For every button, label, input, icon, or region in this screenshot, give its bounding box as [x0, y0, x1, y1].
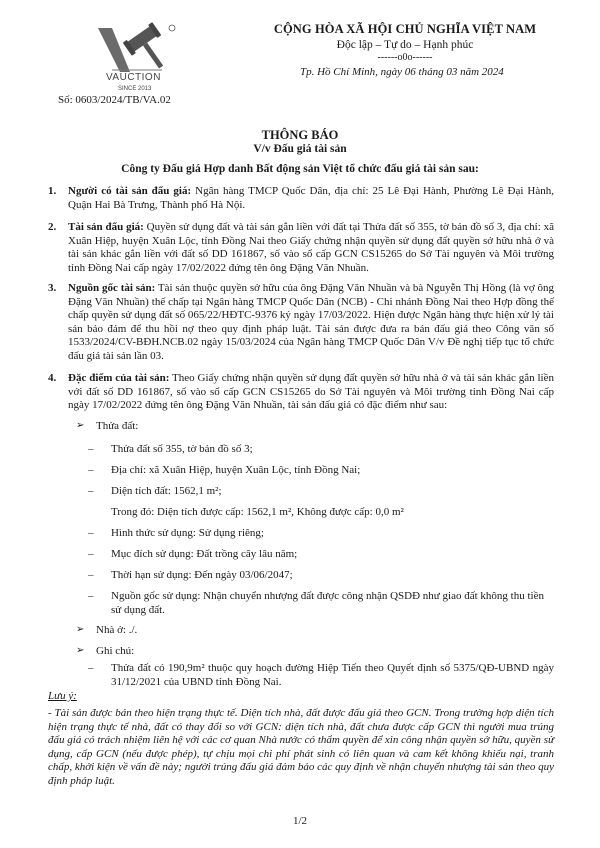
- note-item: Thửa đất có 190,9m² thuộc quy hoạch đường Hiệp Tiến theo Quyết định số 5375/QĐ-UBND ngày 31/12/2021 của UBND tỉnh Đồng Nai.: [111, 662, 554, 688]
- section-label: Đặc điểm của tài sản:: [68, 372, 170, 384]
- document-number: Số: 0603/2024/TB/VA.02: [58, 94, 171, 106]
- dash-bullet: –: [88, 590, 94, 602]
- section-text: Theo Giấy chứng nhận quyền sử dụng đất quyền sở hữu nhà ở và tài sản khác gắn liền với đất số DD 161867, số vào sổ cấp GCN CS15265 do Sở Tài nguyên và Môi trường tỉnh Đồng Nai cấp ngày 17/02/2022 đứng tên ông Đặng Văn Nhuần, tài sản đấu giá có đặc điểm như sau:: [68, 372, 554, 412]
- arrow-bullet-icon: ➢: [76, 420, 85, 431]
- note-header: Ghi chú:: [96, 645, 135, 657]
- section-number: 3.: [48, 282, 57, 294]
- section-number: 2.: [48, 221, 57, 233]
- logo-brand-text: VAUCTION: [106, 72, 161, 83]
- dash-bullet: –: [88, 662, 94, 674]
- section-1: [48, 185, 554, 212]
- land-item: Thửa đất số 355, tờ bản đồ số 3;: [111, 443, 253, 455]
- section-label: Nguồn gốc tài sản:: [68, 282, 156, 294]
- remark-body: - Tài sản được bán theo hiện trạng thực tế. Diện tích nhà, đất được đấu giá theo GCN. Trong trường hợp diện tích hiện trạng thực tế nhà, đất có thay đổi so với GCN: diện tích nhà, đất chưa được cấp GCN thì người mua trúng đấu giá có trách nhiệm liên hệ với các cơ quan Nhà nước có thẩm quyền để xin công nhận quyền sở hữu, quyền sử dụng, cấp GCN (nếu được phép), tự chịu mọi chi phí phát sinh có liên quan và cam kết không khiếu nại, tranh chấp, khởi kiện về vấn đề này; người trúng đấu giá đảm bảo các quy định về nhận chuyển nhượng tài sản theo quy định pháp luật.: [48, 707, 554, 787]
- national-title: CỘNG HÒA XÃ HỘI CHỦ NGHĨA VIỆT NAM: [273, 22, 537, 36]
- national-divider: ------o0o------: [377, 52, 433, 63]
- house-line: Nhà ở: ./.: [96, 624, 138, 636]
- section-4: [48, 372, 554, 413]
- land-item: Trong đó: Diện tích được cấp: 1562,1 m², Không được cấp: 0,0 m²: [111, 506, 404, 518]
- section-label: Người có tài sản đấu giá:: [68, 185, 192, 197]
- document-subtitle: V/v Đấu giá tài sản: [253, 143, 347, 155]
- dash-bullet: –: [88, 548, 94, 560]
- dash-bullet: –: [88, 464, 94, 476]
- dash-bullet: –: [88, 443, 94, 455]
- land-item: Địa chỉ: xã Xuân Hiệp, huyện Xuân Lộc, tỉnh Đồng Nai;: [111, 464, 361, 476]
- section-2: [48, 221, 554, 275]
- intro-line: Công ty Đấu giá Hợp danh Bất động sản Việt tổ chức đấu giá tài sản sau:: [121, 163, 479, 175]
- land-item: Diện tích đất: 1562,1 m²;: [111, 485, 222, 497]
- remark-header: Lưu ý:: [48, 690, 77, 702]
- land-item: Nguồn gốc sử dụng: Nhận chuyển nhượng đất được công nhận QSDĐ như giao đất không thu tiền sử dụng đất.: [111, 590, 544, 616]
- arrow-bullet-icon: ➢: [76, 645, 85, 656]
- section-number: 4.: [48, 372, 57, 384]
- dash-bullet: –: [88, 527, 94, 539]
- document-date: Tp. Hồ Chí Minh, ngày 06 tháng 03 năm 2024: [300, 66, 504, 78]
- national-motto: Độc lập – Tự do – Hạnh phúc: [336, 39, 474, 51]
- land-item: Thời hạn sử dụng: Đến ngày 03/06/2047;: [111, 569, 293, 581]
- document-title: THÔNG BÁO: [261, 128, 339, 142]
- section-text: Quyền sử dụng đất và tài sản gắn liền với đất tại Thửa đất số 355, tờ bản đồ số 3, địa chỉ: xã Xuân Hiệp, huyện Xuân Lộc, tỉnh Đồng Nai theo Giấy chứng nhận quyền sử dụng đất quyền sở hữu nhà ở và tài sản khác gắn liền với đất số DD 161867, số vào sổ cấp GCN CS15265 do Sở Tài nguyên và Môi trường tỉnh Đồng Nai cấp ngày 17/02/2022 đứng tên ông Đặng Văn Nhuần.: [68, 221, 554, 274]
- dash-bullet: –: [88, 569, 94, 581]
- section-number: 1.: [48, 185, 57, 197]
- land-header: Thửa đất:: [96, 420, 139, 432]
- company-logo: [92, 20, 184, 102]
- land-item: Mục đích sử dụng: Đất trồng cây lâu năm;: [111, 548, 298, 560]
- dash-bullet: –: [88, 485, 94, 497]
- section-label: Tài sản đấu giá:: [68, 221, 144, 233]
- arrow-bullet-icon: ➢: [76, 624, 85, 635]
- section-3: [48, 282, 554, 364]
- page-number: 1/2: [292, 815, 308, 827]
- section-text: Tài sản thuộc quyền sở hữu của ông Đặng Văn Nhuần và bà Nguyễn Thị Hồng (là vợ ông Đặng Văn Nhuần) thế chấp tại Ngân hàng TMCP Quốc Dân (NCB) - Chi nhánh Đồng Nai theo Hợp đồng thế chấp quyền sử dụng đất số 065/22/HĐTC-9376 ký ngày 17/03/2022. Hiện được Ngân hàng thực hiện xử lý tài sản bảo đảm để thu hồi nợ theo quy định pháp luật. Tài sản được đưa ra bán đấu giá theo Công văn số 1533/2024/CV-BĐH.NCB.02 ngày 15/03/2024 của Ngân hàng TMCP Quốc Dân V/v Đề nghị tiếp tục tổ chức đấu giá tài sản lần 03.: [68, 282, 555, 362]
- land-item: Hình thức sử dụng: Sử dụng riêng;: [111, 527, 264, 539]
- logo-since-text: SINCE 2013: [118, 86, 152, 92]
- national-header: [240, 22, 570, 63]
- section-text: Ngân hàng TMCP Quốc Dân, địa chỉ: 25 Lê Đại Hành, Phường Lê Đại Hành, Quận Hai Bà Trưng, Thành phố Hà Nội.: [68, 185, 554, 211]
